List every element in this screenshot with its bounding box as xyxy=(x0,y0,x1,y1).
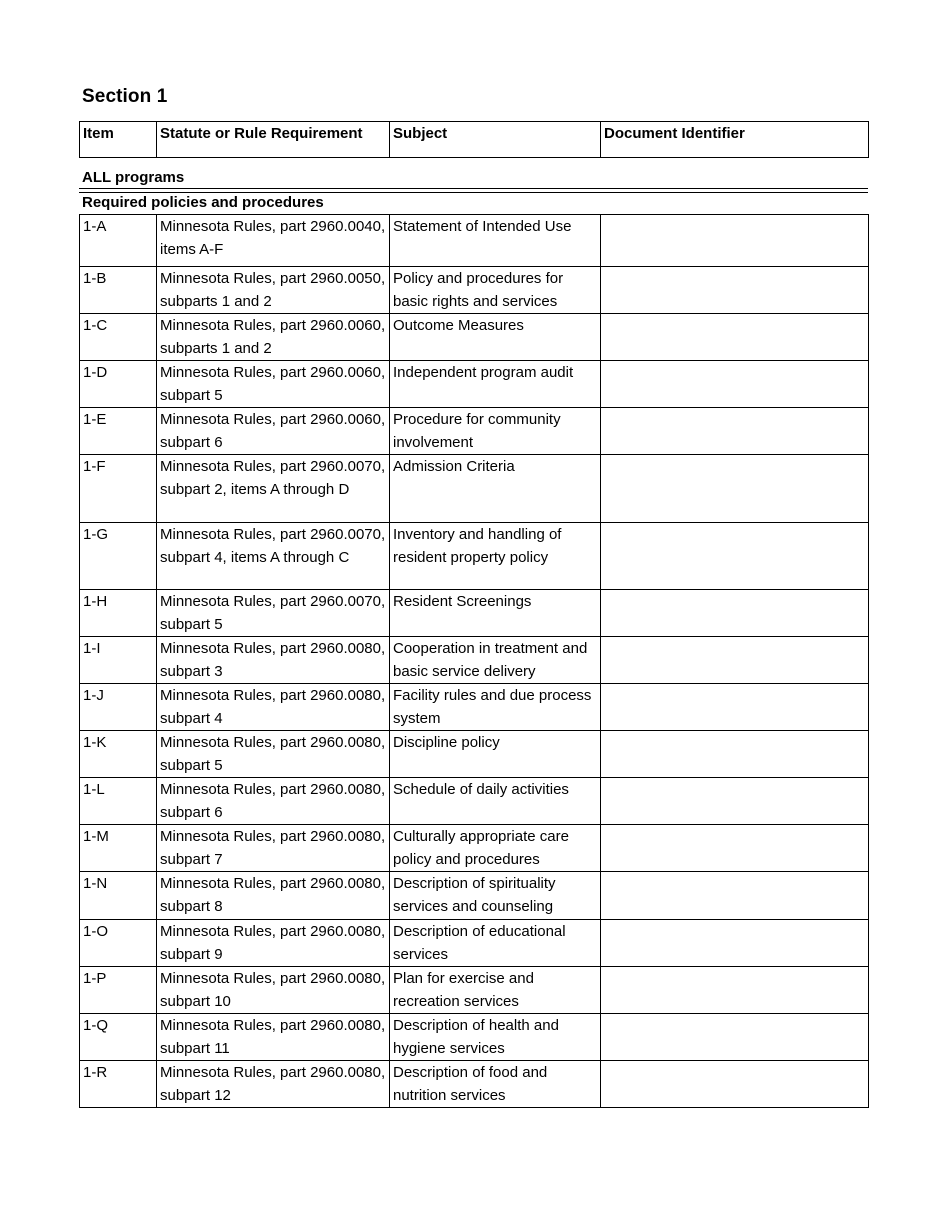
document-identifier-cell xyxy=(601,267,869,314)
table-row xyxy=(80,590,869,637)
group-label: ALL programs xyxy=(82,169,185,186)
document-identifier-cell xyxy=(601,967,869,1014)
subheader: Required policies and procedures xyxy=(82,194,324,211)
item-cell: 1-B xyxy=(80,267,157,314)
statute-cell: Minnesota Rules, part 2960.0080, subpart 6 xyxy=(157,778,390,825)
statute-cell: Minnesota Rules, part 2960.0070, subpart 4, items A through C xyxy=(157,523,390,590)
statute-cell: Minnesota Rules, part 2960.0060, subpart 6 xyxy=(157,408,390,455)
statute-cell: Minnesota Rules, part 2960.0070, subpart 2, items A through D xyxy=(157,455,390,523)
statute-cell: Minnesota Rules, part 2960.0080, subpart 12 xyxy=(157,1061,390,1108)
header-item: Item xyxy=(80,122,157,158)
document-identifier-cell xyxy=(601,455,869,523)
table-row xyxy=(80,778,869,825)
table-row xyxy=(80,872,869,920)
column-header-row xyxy=(80,122,869,158)
statute-cell: Minnesota Rules, part 2960.0080, subpart 7 xyxy=(157,825,390,872)
table-row xyxy=(80,684,869,731)
table-row xyxy=(80,314,869,361)
subject-cell: Procedure for community involvement xyxy=(390,408,601,455)
table-row xyxy=(80,967,869,1014)
document-identifier-cell xyxy=(601,408,869,455)
table-row xyxy=(80,408,869,455)
subject-cell: Description of health and hygiene services xyxy=(390,1014,601,1061)
statute-cell: Minnesota Rules, part 2960.0040, items A-F xyxy=(157,215,390,267)
table-row xyxy=(80,1061,869,1108)
table-row xyxy=(80,215,869,267)
subject-cell: Policy and procedures for basic rights and services xyxy=(390,267,601,314)
item-cell: 1-C xyxy=(80,314,157,361)
subject-cell: Facility rules and due process system xyxy=(390,684,601,731)
item-cell: 1-H xyxy=(80,590,157,637)
requirements-table-body xyxy=(80,215,869,1108)
subject-cell: Resident Screenings xyxy=(390,590,601,637)
statute-cell: Minnesota Rules, part 2960.0070, subpart 5 xyxy=(157,590,390,637)
document-identifier-cell xyxy=(601,684,869,731)
document-identifier-cell xyxy=(601,731,869,778)
double-divider xyxy=(79,188,868,193)
document-identifier-cell xyxy=(601,215,869,267)
item-cell: 1-G xyxy=(80,523,157,590)
item-cell: 1-A xyxy=(80,215,157,267)
item-cell: 1-O xyxy=(80,920,157,967)
statute-cell: Minnesota Rules, part 2960.0080, subpart 10 xyxy=(157,967,390,1014)
table-row xyxy=(80,361,869,408)
item-cell: 1-D xyxy=(80,361,157,408)
item-cell: 1-F xyxy=(80,455,157,523)
document-identifier-cell xyxy=(601,1014,869,1061)
item-cell: 1-P xyxy=(80,967,157,1014)
document-identifier-cell xyxy=(601,1061,869,1108)
statute-cell: Minnesota Rules, part 2960.0080, subpart 3 xyxy=(157,637,390,684)
document-identifier-cell xyxy=(601,778,869,825)
document-identifier-cell xyxy=(601,361,869,408)
table-row xyxy=(80,523,869,590)
statute-cell: Minnesota Rules, part 2960.0080, subpart 11 xyxy=(157,1014,390,1061)
subject-cell: Plan for exercise and recreation services xyxy=(390,967,601,1014)
table-row xyxy=(80,267,869,314)
statute-cell: Minnesota Rules, part 2960.0060, subpart 5 xyxy=(157,361,390,408)
document-identifier-cell xyxy=(601,314,869,361)
column-header-table xyxy=(79,121,869,158)
item-cell: 1-M xyxy=(80,825,157,872)
statute-cell: Minnesota Rules, part 2960.0080, subpart 4 xyxy=(157,684,390,731)
table-row xyxy=(80,637,869,684)
statute-cell: Minnesota Rules, part 2960.0060, subparts 1 and 2 xyxy=(157,314,390,361)
item-cell: 1-L xyxy=(80,778,157,825)
header-subject: Subject xyxy=(390,122,601,158)
subject-cell: Description of food and nutrition services xyxy=(390,1061,601,1108)
header-document-identifier: Document Identifier xyxy=(601,122,869,158)
document-identifier-cell xyxy=(601,523,869,590)
item-cell: 1-I xyxy=(80,637,157,684)
subject-cell: Independent program audit xyxy=(390,361,601,408)
subject-cell: Culturally appropriate care policy and procedures xyxy=(390,825,601,872)
table-row xyxy=(80,455,869,523)
subject-cell: Admission Criteria xyxy=(390,455,601,523)
subject-cell: Statement of Intended Use xyxy=(390,215,601,267)
requirements-table xyxy=(79,214,869,1108)
subject-cell: Inventory and handling of resident property policy xyxy=(390,523,601,590)
item-cell: 1-R xyxy=(80,1061,157,1108)
document-identifier-cell xyxy=(601,590,869,637)
section-title: Section 1 xyxy=(82,86,168,107)
statute-cell: Minnesota Rules, part 2960.0080, subpart 5 xyxy=(157,731,390,778)
table-row xyxy=(80,920,869,967)
header-statute: Statute or Rule Requirement xyxy=(157,122,390,158)
item-cell: 1-E xyxy=(80,408,157,455)
statute-cell: Minnesota Rules, part 2960.0080, subpart 8 xyxy=(157,872,390,920)
subject-cell: Discipline policy xyxy=(390,731,601,778)
item-cell: 1-J xyxy=(80,684,157,731)
document-identifier-cell xyxy=(601,637,869,684)
document-identifier-cell xyxy=(601,872,869,920)
statute-cell: Minnesota Rules, part 2960.0050, subparts 1 and 2 xyxy=(157,267,390,314)
document-identifier-cell xyxy=(601,920,869,967)
subject-cell: Outcome Measures xyxy=(390,314,601,361)
item-cell: 1-Q xyxy=(80,1014,157,1061)
subject-cell: Schedule of daily activities xyxy=(390,778,601,825)
statute-cell: Minnesota Rules, part 2960.0080, subpart 9 xyxy=(157,920,390,967)
table-row xyxy=(80,1014,869,1061)
subject-cell: Description of spirituality services and counseling xyxy=(390,872,601,920)
item-cell: 1-K xyxy=(80,731,157,778)
document-identifier-cell xyxy=(601,825,869,872)
subject-cell: Description of educational services xyxy=(390,920,601,967)
table-row xyxy=(80,731,869,778)
item-cell: 1-N xyxy=(80,872,157,920)
subject-cell: Cooperation in treatment and basic service delivery xyxy=(390,637,601,684)
table-row xyxy=(80,825,869,872)
